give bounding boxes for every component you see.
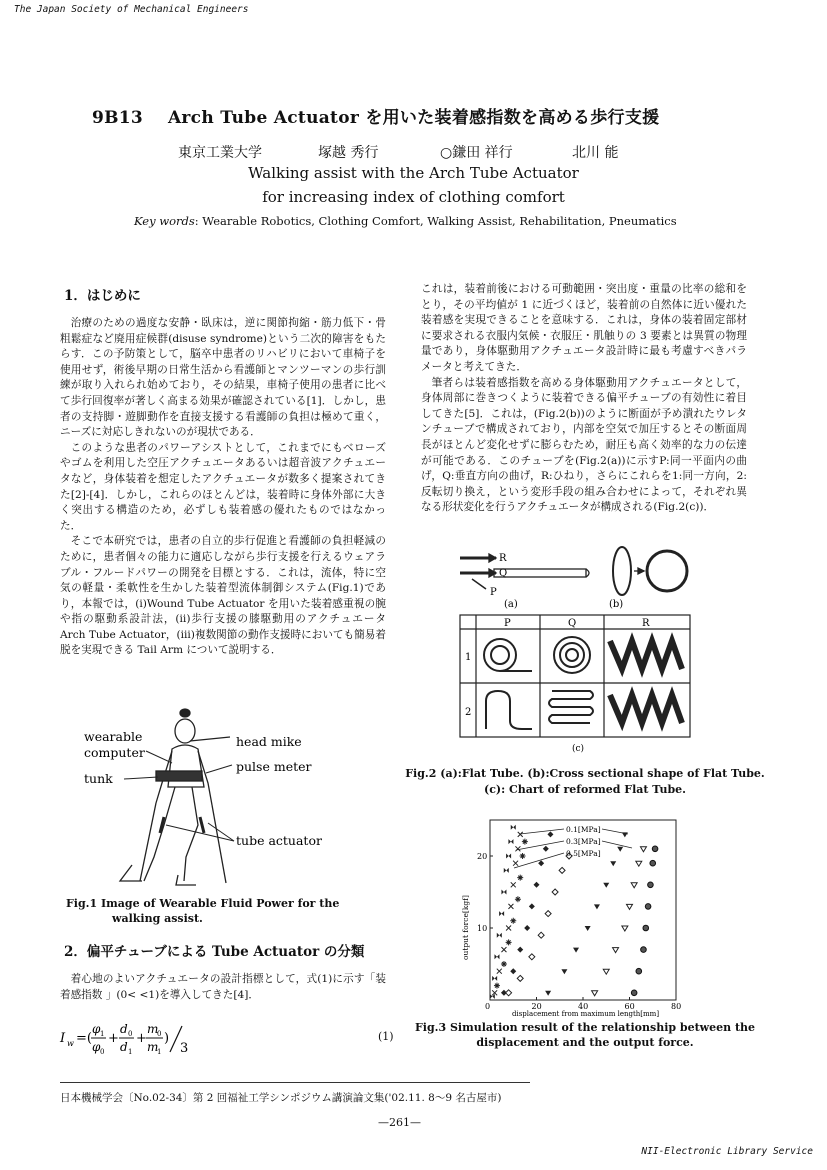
data-point-open-triangle bbox=[631, 883, 637, 888]
data-point-filled-diamond bbox=[534, 882, 540, 888]
svg-text:m: m bbox=[147, 1022, 159, 1036]
data-point-filled-circle bbox=[636, 968, 642, 974]
affiliation: 東京工業大学 bbox=[178, 145, 262, 161]
right-column-body bbox=[421, 282, 747, 516]
data-point-open-triangle bbox=[640, 847, 646, 852]
english-title-line-2: for increasing index of clothing comfort bbox=[262, 188, 565, 206]
data-point-open-triangle bbox=[636, 861, 642, 866]
data-point-filled-circle bbox=[643, 925, 649, 931]
svg-text:0: 0 bbox=[157, 1030, 162, 1038]
svg-text:=(: =( bbox=[76, 1031, 92, 1046]
data-point-filled-triangle bbox=[610, 861, 616, 866]
row-1: 1 bbox=[465, 652, 472, 663]
data-point-filled-triangle bbox=[594, 904, 600, 909]
section-1-heading: 1．はじめに bbox=[64, 288, 141, 304]
equation-1 bbox=[58, 1018, 218, 1058]
label-wearable: wearable bbox=[84, 729, 143, 744]
footer-divider bbox=[60, 1082, 530, 1083]
data-point-filled-diamond bbox=[529, 903, 535, 909]
title-text: Arch Tube Actuator を用いた装着感指数を高める歩行支援 bbox=[167, 108, 660, 128]
data-point-x bbox=[497, 969, 502, 974]
data-point-x bbox=[508, 904, 513, 909]
label-head-mike: head mike bbox=[236, 734, 302, 749]
col-P: P bbox=[504, 618, 511, 629]
paragraph: これは，装着前後における可動範囲・突出度・重量の比率の総和をとり，その平均値が 1 に近づくほど，装着前の自然体に近い優れた装着感を実現できることを意味する．これは，身体の装着固定部材に要求される衣服内気候・衣服圧・肌触りの 3 要素とは異質の物理量であり，身体駆動用アクチュエータ設計時に最も考慮すべきパラメータと考えてきた． bbox=[421, 283, 747, 373]
paragraph: このような患者のパワーアシストとして，これまでにもベローズやゴムを利用した空圧アクチュエータあるいは超音波アクチュエータなど，身体装着を想定したアクチュエータが数多く提案されてきた[2]-[4]．しかし，これらのほとんどは，装着時に身体外部に大きく突出する構造のため，必ずしも装着感の優れたものではなかった． bbox=[60, 441, 386, 532]
data-point-open-diamond bbox=[552, 889, 558, 895]
author-1: 塚越 秀行 bbox=[318, 145, 379, 161]
figure-2-flat-tube bbox=[452, 545, 702, 755]
data-point-bowtie bbox=[501, 890, 506, 895]
col-R: R bbox=[642, 618, 650, 629]
section-2-heading: 2．偏平チューブによる Tube Actuator の分類 bbox=[64, 944, 365, 960]
fig3-caption-1: Fig.3 Simulation result of the relationship between the bbox=[414, 1021, 756, 1034]
keywords-label: Key words bbox=[134, 214, 195, 228]
svg-text:+: + bbox=[108, 1031, 119, 1046]
leader-lines bbox=[124, 751, 234, 841]
data-point-x bbox=[501, 947, 506, 952]
data-point-filled-triangle bbox=[585, 926, 591, 931]
data-point-bowtie bbox=[506, 854, 511, 859]
svg-text:m: m bbox=[147, 1040, 159, 1054]
svg-text:d: d bbox=[120, 1022, 128, 1036]
svg-text:0: 0 bbox=[100, 1048, 105, 1056]
data-point-x bbox=[506, 926, 511, 931]
svg-text:w: w bbox=[67, 1039, 74, 1048]
data-point-open-triangle bbox=[592, 991, 598, 996]
data-point-bowtie bbox=[504, 868, 509, 873]
svg-text:0: 0 bbox=[128, 1030, 133, 1038]
svg-text:d: d bbox=[120, 1040, 128, 1054]
data-point-filled-diamond bbox=[543, 846, 549, 852]
author-3: 北川 能 bbox=[572, 145, 619, 161]
data-point-filled-diamond bbox=[510, 968, 516, 974]
data-point-filled-circle bbox=[650, 860, 656, 866]
data-point-open-diamond bbox=[545, 911, 551, 917]
figure-3-force-displacement-chart bbox=[460, 810, 690, 1018]
data-point-bowtie bbox=[508, 839, 513, 844]
paragraph: そこで本研究では，患者の自立的歩行促進と看護師の負担軽減のために，患者個々の能力に適応しながら歩行支援を行えるウェアラブル・フルードパワーの開発を目標とする．これは，流体，特に空気の軽量・柔軟性を生かした装着型流体制御システム(Fig.1)であり，本報では，(i)Wound Tube Actuator を用いた装着感重視の腕や指の駆動系設計法，(ii)歩行支援の膝駆動用のアクチュエータ Arch Tube Actuator，(iii)複数関節の動作支援時においても簡易着脱を実現できる Tail Arm について説明する． bbox=[60, 535, 386, 657]
data-point-asterisk bbox=[522, 839, 528, 845]
x-axis-label: displacement from maximum length[mm] bbox=[512, 1010, 660, 1018]
svg-text:1: 1 bbox=[128, 1048, 133, 1056]
label-P: P bbox=[490, 587, 497, 598]
keywords-list: : Wearable Robotics, Clothing Comfort, Walking Assist, Rehabilitation, Pneumatics bbox=[194, 214, 677, 228]
data-point-bowtie bbox=[499, 911, 504, 916]
annotation-0.5MPa: 0.5[MPa] bbox=[566, 849, 601, 858]
section-1-body bbox=[60, 316, 386, 659]
header-journal: The Japan Society of Mechanical Engineers bbox=[14, 4, 249, 15]
data-point-filled-circle bbox=[631, 990, 637, 996]
annotation-0.3MPa: 0.3[MPa] bbox=[566, 837, 601, 846]
paragraph: 筆者らは装着感指数を高める身体駆動用アクチュエータとして，身体周部に巻きつくように装着できる偏平チューブの有効性に着目してきた[5]．これは，(Fig.2(b))のように断面が予め潰れたウレタンチューブで構成されており，内部を空気で加圧するとその断面周長がほとんど変化せずに膨らむため，耐圧も高く効率的な力の伝達が可能である．このチューブを(Fig.2(a))に示すP:同一平面内の曲げ，Q:垂直方向の曲げ，R:ひねり，さらにこれらを1:同一方向，2:反転切り換え，という変形手段の組み合わせによって，それぞれ異なる形状変化を行うアクチュエータが構成される(Fig.2(c))． bbox=[421, 376, 747, 514]
x-tick-label: 60 bbox=[624, 1002, 635, 1011]
data-point-bowtie bbox=[497, 933, 502, 938]
x-tick-label: 80 bbox=[671, 1002, 682, 1011]
fig1-caption-2: walking assist. bbox=[112, 912, 203, 925]
data-point-bowtie bbox=[511, 825, 516, 830]
label-Q: Q bbox=[499, 568, 508, 579]
label-tunk: tunk bbox=[84, 771, 113, 786]
label-R: R bbox=[499, 553, 507, 564]
label-computer: computer bbox=[84, 745, 145, 760]
data-point-asterisk bbox=[520, 853, 526, 859]
data-point-asterisk bbox=[506, 939, 512, 945]
x-tick-label: 20 bbox=[531, 1002, 542, 1011]
data-point-bowtie bbox=[492, 976, 497, 981]
equation-number: (1) bbox=[378, 1030, 394, 1043]
data-point-asterisk bbox=[501, 961, 507, 967]
fig2-caption-1: Fig.2 (a):Flat Tube. (b):Cross sectional shape of Flat Tube. bbox=[405, 767, 765, 780]
fig3-caption-2: displacement and the output force. bbox=[476, 1036, 694, 1049]
label-tube-actuator: tube actuator bbox=[236, 833, 322, 848]
svg-text:+: + bbox=[136, 1031, 147, 1046]
data-point-asterisk bbox=[517, 875, 523, 881]
data-point-filled-triangle bbox=[603, 883, 609, 888]
data-point-bowtie bbox=[494, 954, 499, 959]
fig1-caption-1: Fig.1 Image of Wearable Fluid Power for the bbox=[66, 897, 340, 910]
fig2-caption-2: (c): Chart of reformed Flat Tube. bbox=[483, 783, 687, 796]
label-a: (a) bbox=[504, 599, 518, 610]
data-point-filled-diamond bbox=[524, 925, 530, 931]
data-point-open-triangle bbox=[613, 948, 619, 953]
data-point-x bbox=[513, 861, 518, 866]
svg-text:3: 3 bbox=[180, 1041, 189, 1056]
figure-1-walking-assist bbox=[80, 705, 390, 890]
data-point-filled-diamond bbox=[538, 860, 544, 866]
annotation-0.1MPa: 0.1[MPa] bbox=[566, 825, 601, 834]
data-point-x bbox=[515, 846, 520, 851]
svg-text:1: 1 bbox=[100, 1030, 105, 1038]
title-code: 9B13 bbox=[92, 108, 144, 128]
data-point-filled-triangle bbox=[561, 969, 567, 974]
svg-text:I: I bbox=[60, 1031, 66, 1046]
y-axis-label: output force[kgf] bbox=[461, 895, 470, 960]
data-point-open-triangle bbox=[603, 969, 609, 974]
footer-library: NII-Electronic Library Service bbox=[641, 1146, 813, 1157]
data-point-filled-diamond bbox=[547, 831, 553, 837]
y-tick-label: 10 bbox=[477, 924, 488, 933]
svg-text:φ: φ bbox=[92, 1022, 101, 1036]
data-point-open-triangle bbox=[627, 904, 633, 909]
data-point-open-diamond bbox=[538, 932, 544, 938]
y-tick-label: 20 bbox=[477, 852, 488, 861]
data-point-filled-circle bbox=[641, 947, 647, 953]
reform-chart-grid bbox=[460, 615, 690, 737]
data-point-filled-circle bbox=[648, 882, 654, 888]
data-point-open-triangle bbox=[622, 926, 628, 931]
label-c: (c) bbox=[572, 744, 585, 754]
footer-citation: 日本機械学会〔No.02-34〕第 2 回福祉工学シンポジウム講演論文集('02.11. 8～9 名古屋市) bbox=[60, 1092, 502, 1104]
row-2: 2 bbox=[465, 707, 472, 718]
x-tick-label: 40 bbox=[578, 1002, 589, 1011]
x-tick-label: 0 bbox=[485, 1002, 491, 1011]
data-point-filled-circle bbox=[645, 904, 651, 910]
data-point-filled-triangle bbox=[617, 847, 623, 852]
data-point-x bbox=[511, 882, 516, 887]
svg-text:1: 1 bbox=[157, 1048, 162, 1056]
data-point-filled-triangle bbox=[545, 991, 551, 996]
data-point-x bbox=[518, 832, 523, 837]
data-point-open-diamond bbox=[559, 867, 565, 873]
author-2: ○鎌田 祥行 bbox=[440, 145, 513, 161]
svg-text:): ) bbox=[164, 1031, 170, 1046]
keywords bbox=[134, 214, 677, 228]
data-point-open-diamond bbox=[506, 990, 512, 996]
data-point-filled-triangle bbox=[573, 948, 579, 953]
data-point-asterisk bbox=[510, 918, 516, 924]
data-point-asterisk bbox=[494, 983, 500, 989]
svg-text:φ: φ bbox=[92, 1040, 101, 1054]
plot-frame bbox=[490, 820, 676, 1000]
data-point-filled-diamond bbox=[517, 947, 523, 953]
label-pulse-meter: pulse meter bbox=[236, 759, 312, 774]
label-b: (b) bbox=[609, 599, 624, 610]
section-2-paragraph: 着心地のよいアクチュエータの設計指標として，式(1)に示す「装着感指数 」(0< <1)を導入してきた[4]． bbox=[60, 973, 386, 1001]
data-point-filled-circle bbox=[652, 846, 658, 852]
data-point-asterisk bbox=[515, 896, 521, 902]
col-Q: Q bbox=[568, 618, 577, 629]
data-point-open-diamond bbox=[529, 954, 535, 960]
paper-title bbox=[92, 103, 659, 128]
page-number: —261— bbox=[378, 1116, 421, 1129]
data-point-open-diamond bbox=[517, 975, 523, 981]
english-title-line-1: Walking assist with the Arch Tube Actuator bbox=[248, 164, 579, 182]
paragraph: 治療のための過度な安静・臥床は，逆に関節拘縮・筋力低下・骨粗鬆症など廃用症候群(disuse syndrome)という二次的障害をもたらす．この予防策として，脳卒中患者のリハビリにおいて車椅子を使用せず，術後早期の日常生活から看護師とマンツーマンの歩行訓練が取り入れられ始めており，その結果，車椅子使用の患者に比べて歩行回復率が著しく高まる効果が確認されている[1]．しかし，患者の支持脚・遊脚動作を直接支援する看護師の負担は極めて重く，ニーズに対応しきれないのが現状である． bbox=[60, 317, 386, 439]
